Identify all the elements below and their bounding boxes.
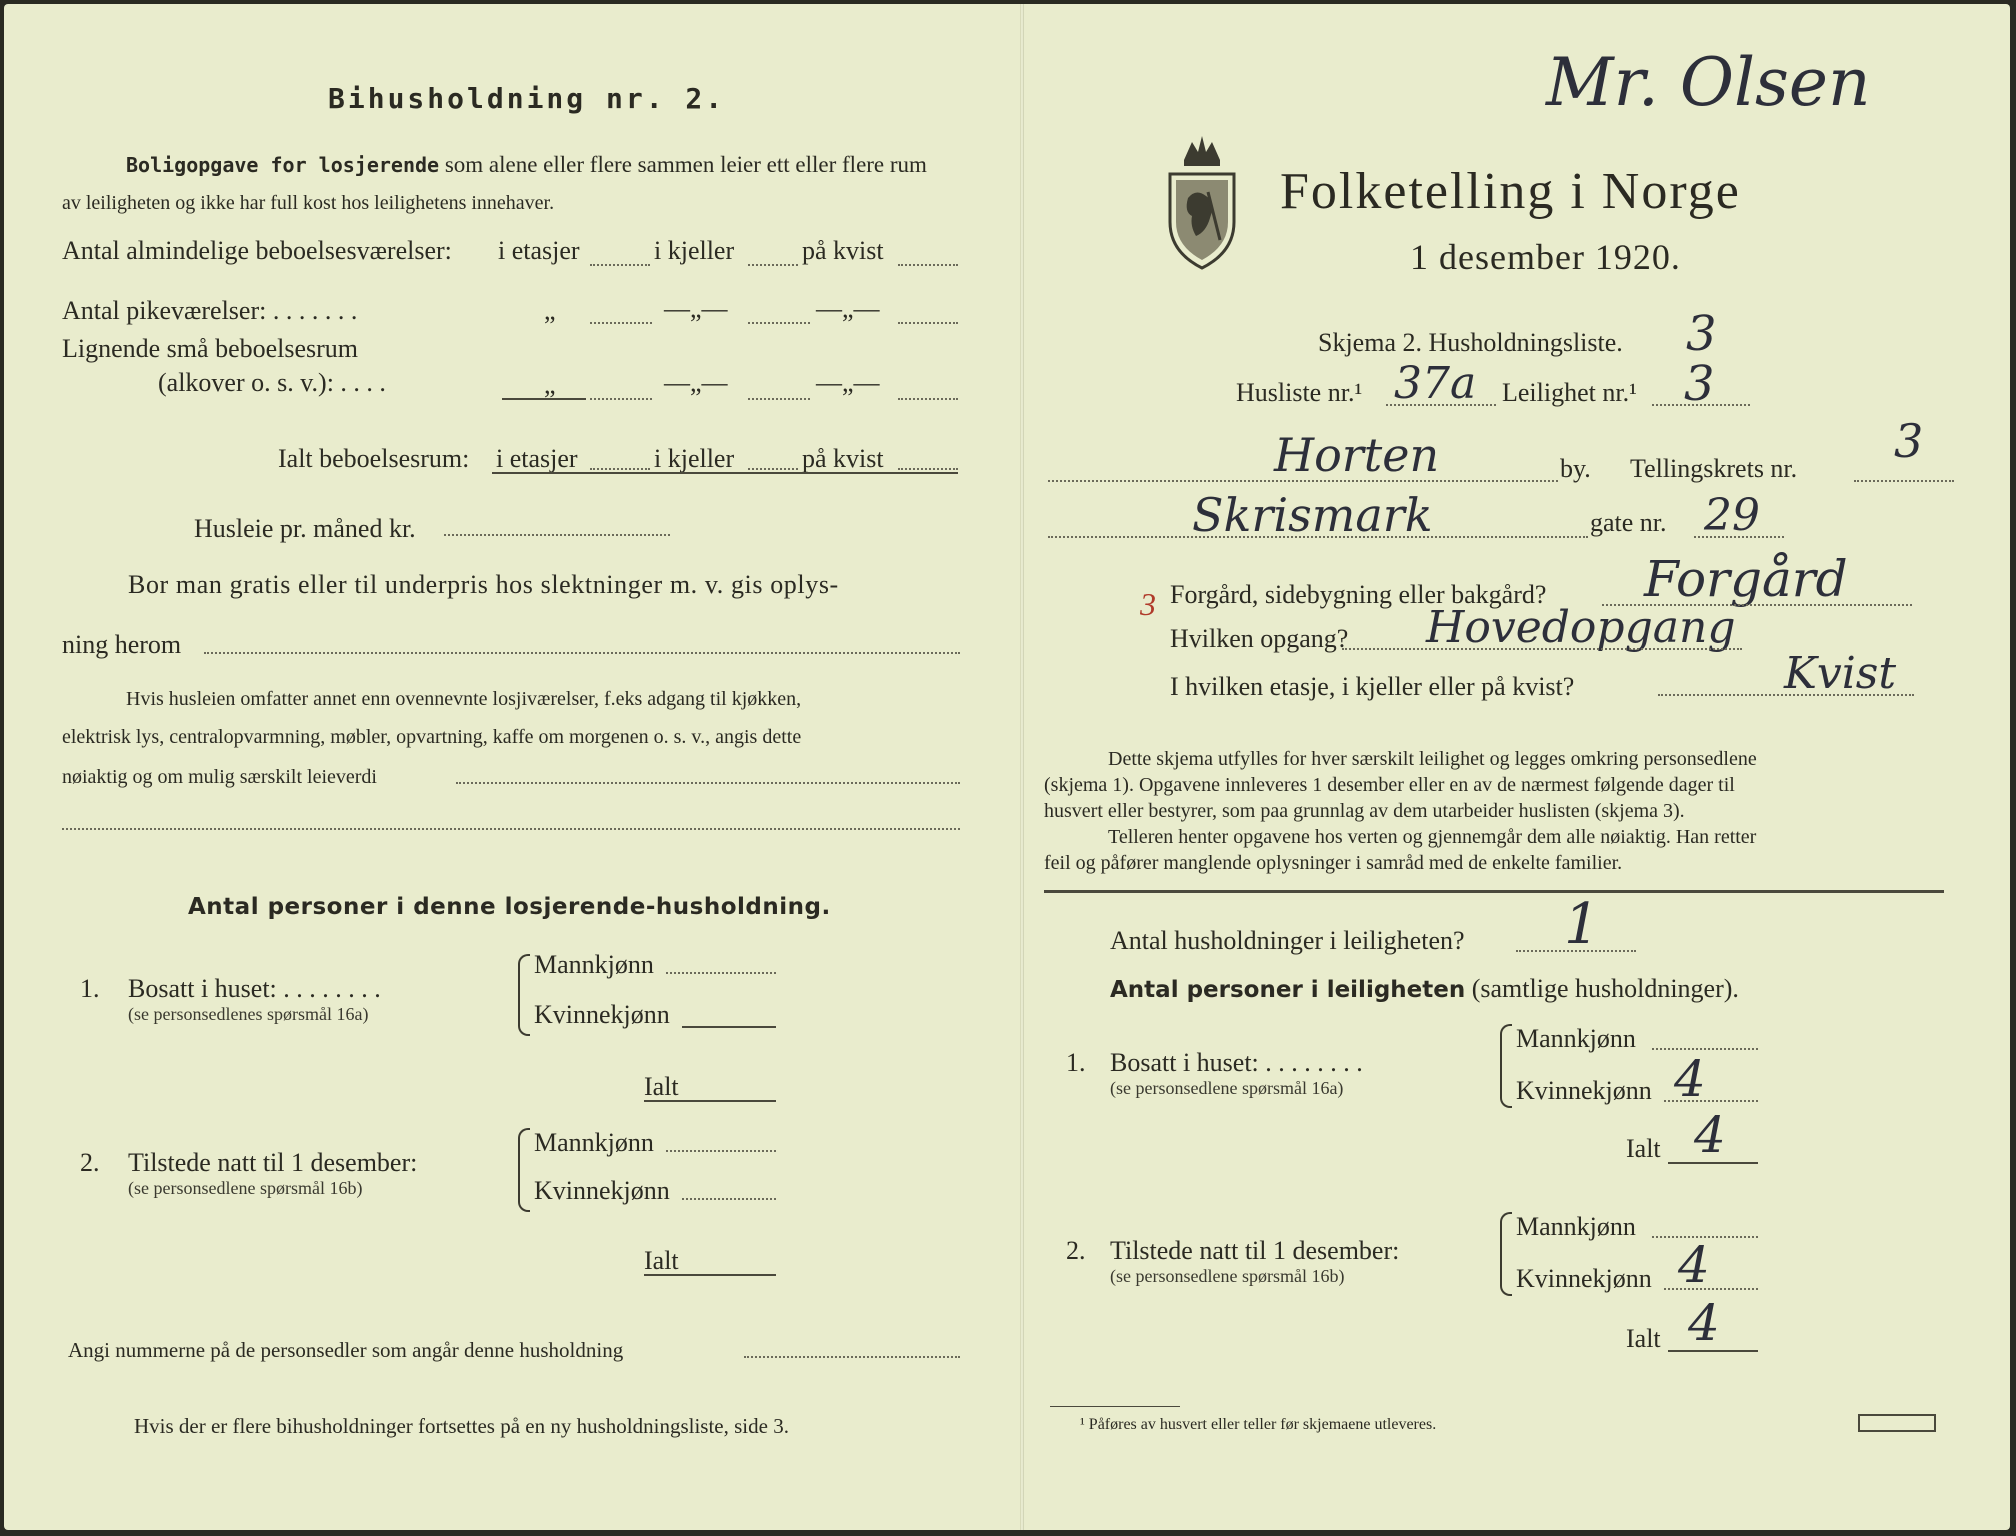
left-q2-kvinne-field[interactable] [682,1198,776,1200]
page-fold [1020,4,1024,1530]
pike-label: Antal pikeværelser: . . . . . . . [62,296,358,325]
intro-bold: Boligopgave for losjerende [126,153,440,177]
left-q2-mann: Mannkjønn [534,1128,654,1157]
right-q1-kvinne: Kvinnekjønn [1516,1076,1652,1105]
hvis-line-2: elektrisk lys, centralopvarmning, møbler, opvartning, kaffe om morgenen o. s. v., angis dette [62,726,802,748]
antal-hush-label: Antal husholdninger i leiligheten? [1110,926,1465,955]
kjeller-field[interactable] [748,264,798,266]
right-q1-label: Bosatt i huset: . . . . . . . . [1110,1048,1363,1077]
left-q2-label: Tilstede natt til 1 desember: [128,1148,418,1177]
intro-line-2: av leiligheten og ikke har full kost hos leilighetens innehaver. [62,192,555,214]
coat-of-arms-icon [1162,122,1242,272]
antal-pers-rest: (samtlige husholdninger). [1471,974,1739,1003]
info-line-5: feil og påfører manglende oplysninger i samråd med de enkelte familier. [1044,852,1623,874]
alkover-ditto-2: —„— [664,368,728,397]
left-q2-ialt-field[interactable] [644,1274,776,1276]
right-q2-kvinne-value: 4 [1678,1236,1710,1294]
i-etasjer-label: i etasjer [498,236,580,265]
etasje-field[interactable] [1658,694,1914,696]
info-line-1: Dette skjema utfylles for hver særskilt leilighet og legges omkring personsedlene [1108,748,1757,770]
left-q2-kvinne: Kvinnekjønn [534,1176,670,1205]
ialt-kjeller-field[interactable] [748,468,798,470]
left-q1-kvinne: Kvinnekjønn [534,1000,670,1029]
right-q2-kvinne: Kvinnekjønn [1516,1264,1652,1293]
alkover-field-1[interactable] [590,398,652,400]
right-q2-label: Tilstede natt til 1 desember: [1110,1236,1400,1265]
forgaard-value: Forgård [1644,550,1848,608]
info-line-4: Telleren henter opgavene hos verten og gjennemgår dem alle nøiaktig. Han retter [1108,826,1757,848]
left-q1-kvinne-field[interactable] [682,1026,776,1028]
pike-ditto-2: —„— [664,294,728,323]
bor-field[interactable] [204,652,960,654]
alkover-label: (alkover o. s. v.): . . . . [158,368,386,397]
right-q2-ialt: Ialt [1626,1324,1661,1353]
pike-field-3[interactable] [898,322,958,324]
opgang-field[interactable] [1342,648,1742,650]
forgaard-label: Forgård, sidebygning eller bakgård? [1170,580,1547,609]
ialt-underline [492,472,958,474]
margin-mark: 3 [1140,586,1156,622]
form-title: Folketelling i Norge [1280,163,1741,220]
tellingskrets-field[interactable] [1854,480,1954,482]
ialt-etasjer-field[interactable] [590,468,650,470]
gate-nr-field[interactable] [1694,536,1784,538]
footnote: ¹ Påføres av husvert eller teller før skjemaene utleveres. [1080,1416,1437,1433]
right-q2-ialt-field[interactable] [1668,1350,1758,1352]
leieverdi-field-2[interactable] [62,828,960,830]
ialt-paa-kvist: på kvist [802,444,884,473]
footnote-rule [1050,1406,1180,1407]
leieverdi-field[interactable] [456,782,960,784]
left-footer-note: Hvis der er flere bihusholdninger fortsettes på en ny husholdningsliste, side 3. [134,1414,789,1438]
husliste-field[interactable] [1386,404,1496,406]
etasjer-field[interactable] [590,264,650,266]
right-q2-ialt-value: 4 [1688,1294,1720,1352]
antal-rooms-label: Antal almindelige beboelsesværelser: [62,236,452,265]
left-q1-sub: (se personsedlenes spørsmål 16a) [128,1004,369,1024]
lignende-label: Lignende små beboelsesrum [62,334,359,363]
antal-pers-line [1110,974,1739,1004]
ialt-i-etasjer: i etasjer [496,444,578,473]
pike-ditto-1: „ [544,296,556,325]
left-q2-sub: (se personsedlene spørsmål 16b) [128,1178,363,1198]
right-q2-kvinne-field[interactable] [1664,1288,1758,1290]
left-q2-brace [518,1128,530,1212]
right-section-rule [1044,890,1944,893]
left-q2-num: 2. [80,1148,100,1177]
husliste-label: Husliste nr.¹ [1236,378,1363,407]
leilighet-label: Leilighet nr.¹ [1502,378,1637,407]
left-q1-brace [518,954,530,1036]
right-q1-sub: (se personsedlene spørsmål 16a) [1110,1078,1344,1098]
gate-value: Skrismark [1192,488,1433,542]
skjema-label: Skjema 2. Husholdningsliste. [1318,328,1623,357]
left-q2-ialt: Ialt [644,1246,679,1275]
intro-line-1 [126,152,927,178]
tellingskrets-value: 3 [1894,414,1924,468]
husliste-value: 37a [1394,358,1477,409]
bor-text: Bor man gratis eller til underpris hos slektninger m. v. gis oplys- [128,570,839,599]
hvis-line-1: Hvis husleien omfatter annet enn ovennevnte losjiværelser, f.eks adgang til kjøkken, [126,688,802,710]
right-q2-sub: (se personsedlene spørsmål 16b) [1110,1266,1345,1286]
left-q1-mann-field[interactable] [666,972,776,974]
intro-rest: som alene eller flere sammen leier ett eller flere rum [444,152,927,177]
opgang-label: Hvilken opgang? [1170,624,1349,653]
left-q1-ialt: Ialt [644,1072,679,1101]
form-date: 1 desember 1920. [1410,237,1681,277]
paa-kvist-label: på kvist [802,236,884,265]
right-q1-mann: Mannkjønn [1516,1024,1636,1053]
i-kjeller-label: i kjeller [654,236,735,265]
info-line-2: (skjema 1). Opgavene innleveres 1 desember eller en av de nærmest følgende dager til [1044,774,1735,796]
antal-pers-bold: Antal personer i leiligheten [1110,977,1466,1003]
by-label: by. [1560,454,1591,483]
antal-personer-title: Antal personer i denne losjerende-husholdning. [188,894,831,920]
left-q1-ialt-field[interactable] [644,1100,776,1102]
hvis-line-3: nøiaktig og om mulig særskilt leieverdi [62,766,377,788]
kvist-field[interactable] [898,264,958,266]
by-value: Horten [1274,428,1440,482]
etasje-label: I hvilken etasje, i kjeller eller på kvist? [1170,672,1575,701]
left-title: Bihusholdning nr. 2. [328,82,726,115]
ialt-kvist-field[interactable] [898,468,958,470]
left-q1-mann: Mannkjønn [534,950,654,979]
right-q1-ialt-value: 4 [1694,1106,1726,1164]
right-q1-ialt: Ialt [1626,1134,1661,1163]
left-q1-label: Bosatt i huset: . . . . . . . . [128,974,381,1003]
alkover-field-3[interactable] [898,398,958,400]
angi-field[interactable] [744,1356,960,1358]
ialt-i-kjeller: i kjeller [654,444,735,473]
leilighet-field[interactable] [1652,404,1750,406]
pike-ditto-3: —„— [816,294,880,323]
left-q1-num: 1. [80,974,100,1003]
right-q1-kvinne-value: 4 [1674,1050,1706,1108]
bor-text-2: ning herom [62,630,182,659]
husleie-label: Husleie pr. måned kr. [194,514,416,543]
skjema-value: 3 [1686,306,1717,362]
opgang-value: Hovedopgang [1426,602,1736,653]
right-q1-kvinne-field[interactable] [1664,1100,1758,1102]
right-q2-brace [1500,1212,1512,1296]
pike-field-1[interactable] [590,322,652,324]
alkover-ditto-1: „ [544,370,556,399]
gate-field[interactable] [1048,536,1588,538]
husleie-field[interactable] [444,534,670,536]
ialt-rooms-label: Ialt beboelsesrum: [278,444,470,473]
etasje-value: Kvist [1784,648,1897,699]
angi-label: Angi nummerne på de personsedler som angår denne husholdning [68,1338,624,1362]
census-form-sheet [4,4,2010,1530]
signature: Mr. Olsen [1546,44,1871,121]
leilighet-value: 3 [1684,356,1715,412]
gate-nr-value: 29 [1704,490,1760,541]
info-line-3: husvert eller bestyrer, som paa grunnlag av dem utarbeider huslisten (skjema 3). [1044,800,1685,822]
printer-stamp [1858,1414,1936,1432]
right-q1-ialt-field[interactable] [1668,1162,1758,1164]
left-q2-mann-field[interactable] [666,1150,776,1152]
by-field[interactable] [1048,480,1558,482]
gate-label: gate nr. [1590,508,1667,537]
right-q2-mann: Mannkjønn [1516,1212,1636,1241]
tellingskrets-label: Tellingskrets nr. [1630,454,1798,483]
right-q1-brace [1500,1024,1512,1108]
right-q2-num: 2. [1066,1236,1086,1265]
antal-hush-value: 1 [1564,892,1600,957]
antal-hush-field[interactable] [1516,950,1636,952]
alkover-field-2[interactable] [748,398,810,400]
alkover-ditto-3: —„— [816,368,880,397]
right-q1-num: 1. [1066,1048,1086,1077]
pike-field-2[interactable] [748,322,810,324]
